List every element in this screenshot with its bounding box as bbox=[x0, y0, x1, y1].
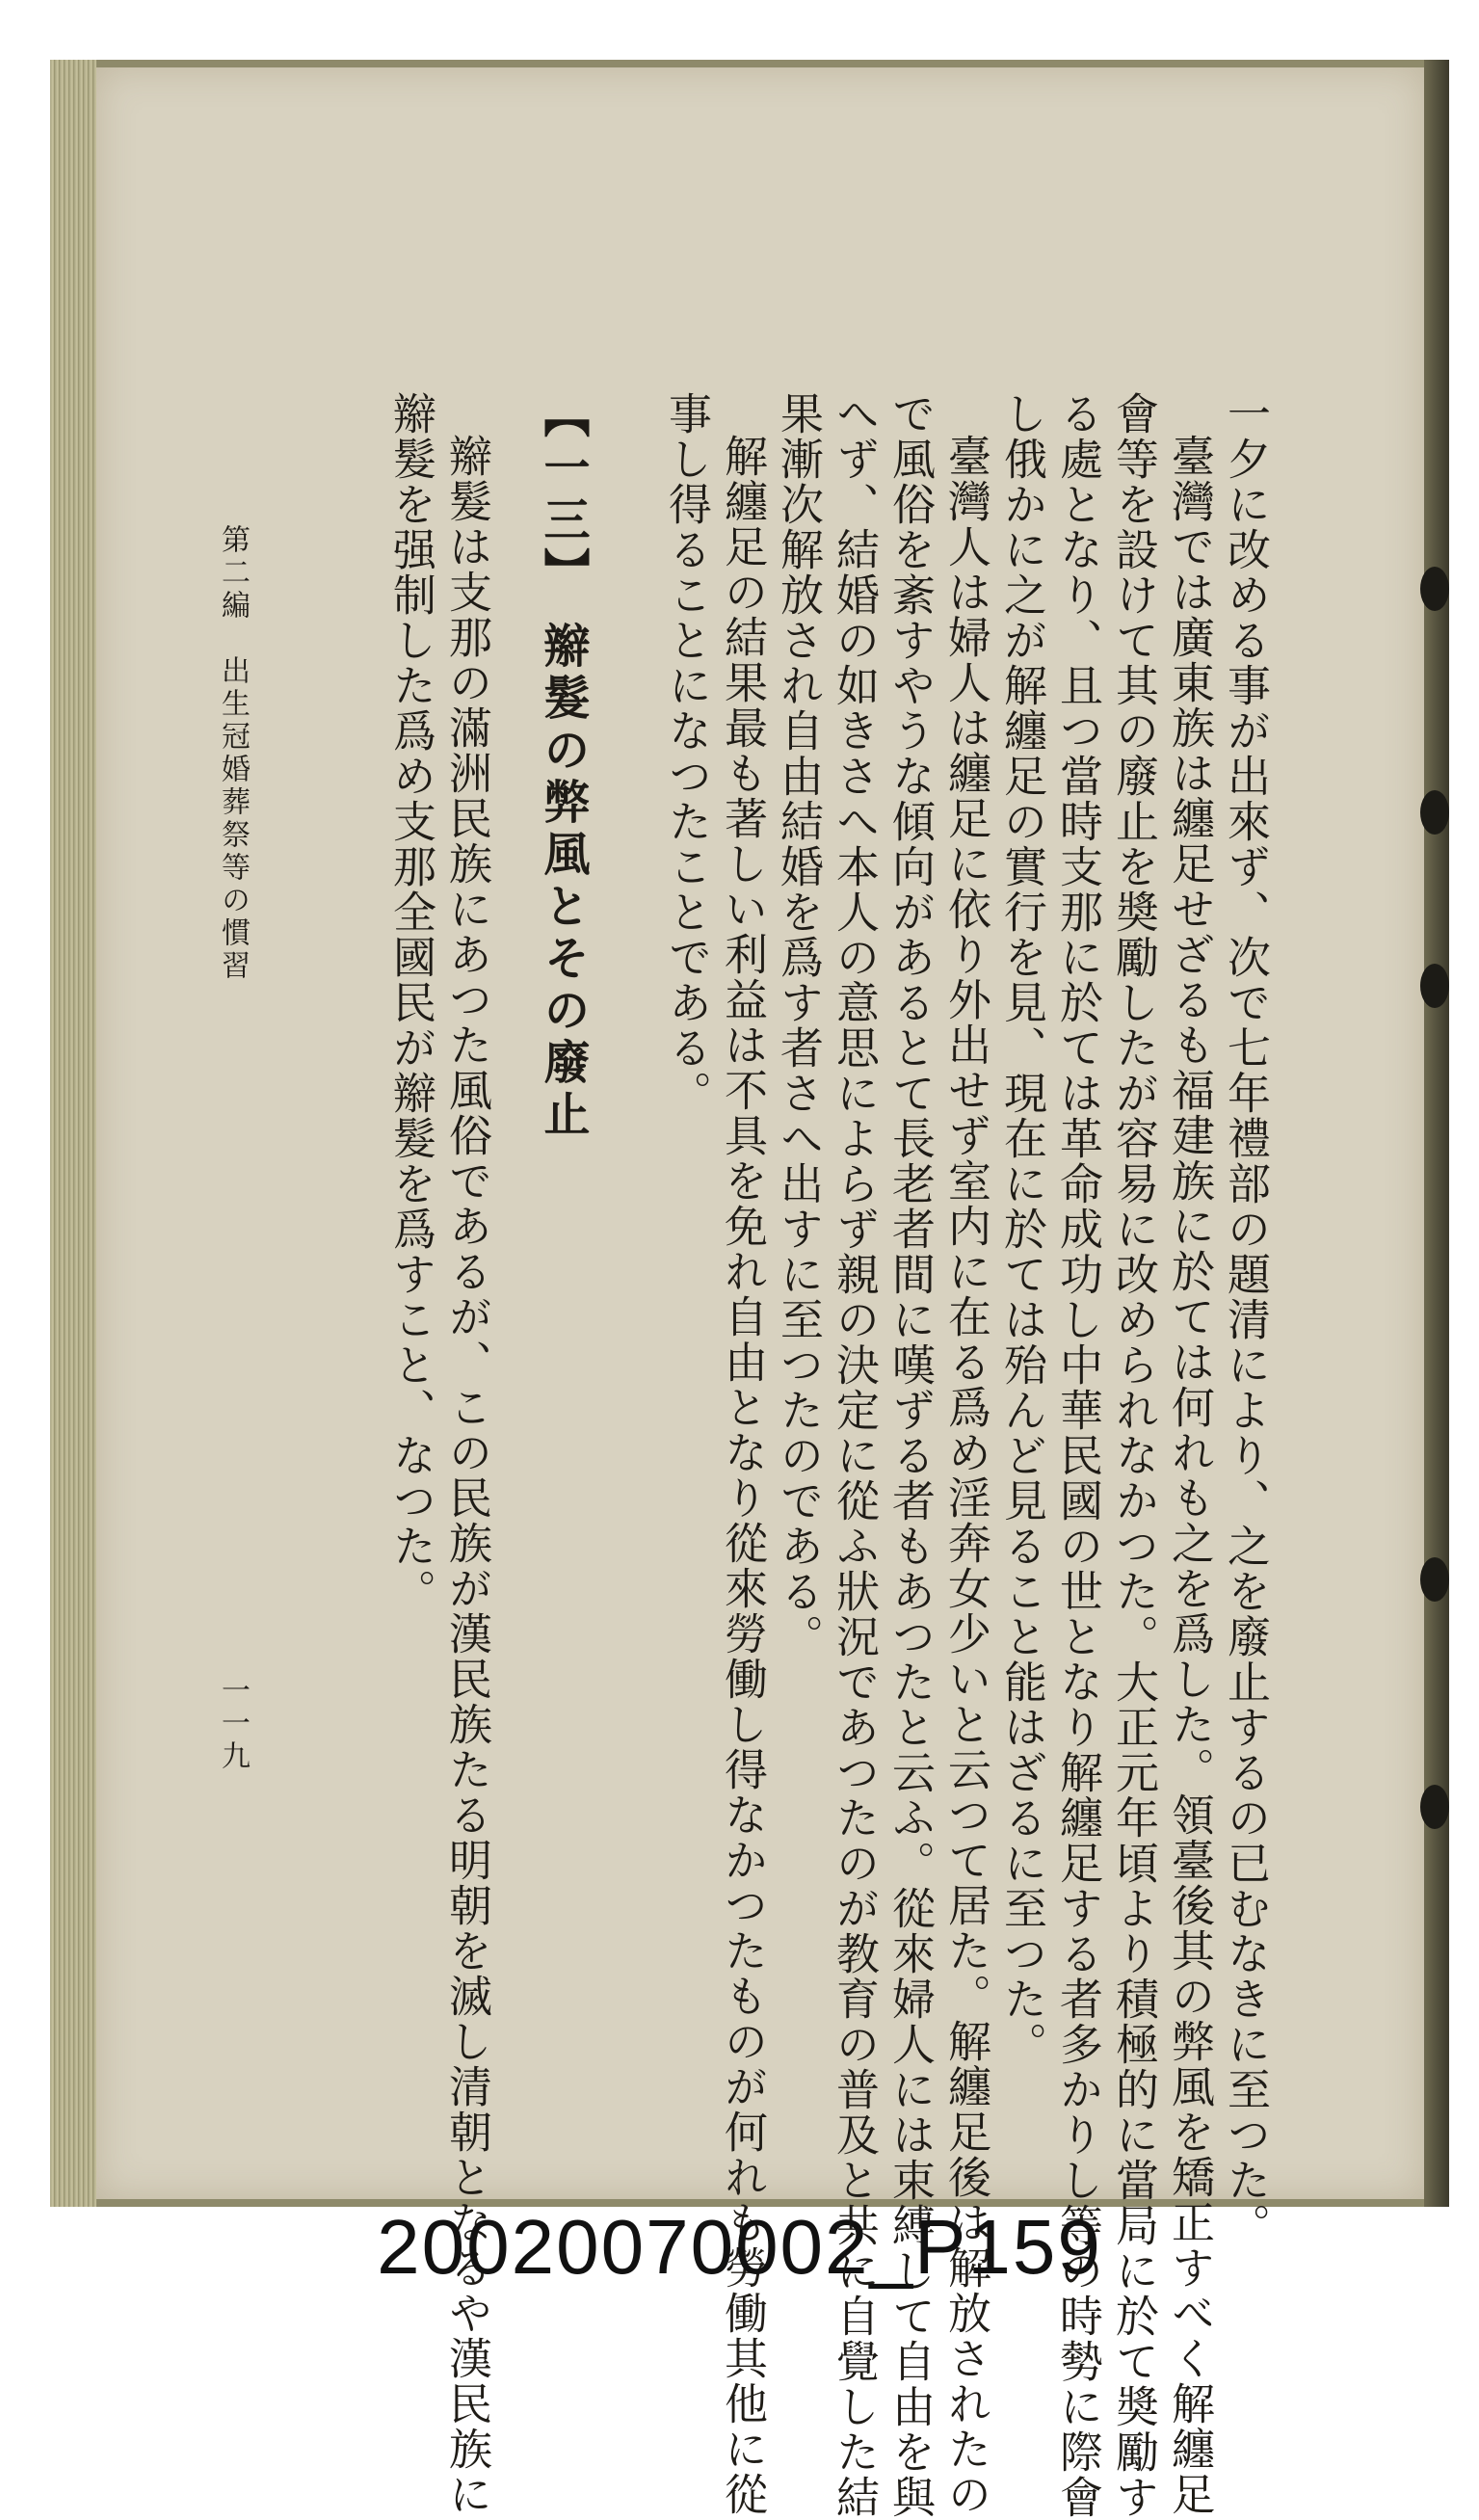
body-line-3: 會等を設けて其の廢止を奬勵したが容易に改められなかつた。大正元年頃より積極的に當局に於て奬勵す bbox=[1108, 391, 1159, 2520]
body-line-11: 事し得ることになつたことである。 bbox=[661, 391, 712, 1116]
body-line-8: へず、結婚の如きさへ本人の意思によらず親の決定に從ふ狀況であつたのが教育の普及と共に自覺した結 bbox=[829, 391, 880, 2520]
body-line-5: し俄かに之が解纏足の實行を見、現在に於ては殆んど見ること能はざるに至つた。 bbox=[996, 391, 1047, 2067]
binding-hole bbox=[1420, 964, 1449, 1008]
book-spine-edge bbox=[1424, 60, 1449, 2207]
section-line-1: 辮髮は支那の滿洲民族にあつた風俗であるが、この民族が漢民族たる明朝を滅し清朝となるや漢民族に bbox=[441, 434, 492, 2517]
page-edges bbox=[50, 60, 96, 2207]
section-line-2: 辮髮を强制した爲め支那全國民が辮髮を爲すこと、なつた。 bbox=[385, 391, 436, 1614]
body-line-7: で風俗を紊すやうな傾向があるとて長老者間に嘆ずる者もあつたと云ふ。從來婦人には束縛して自由を與 bbox=[885, 391, 936, 2520]
binding-hole bbox=[1420, 567, 1449, 611]
body-line-4: る處となり、且つ當時支那に於ては革命成功し中華民國の世となり解纏足する者多かりし等の時勢に際會 bbox=[1052, 391, 1103, 2520]
body-line-1: 一夕に改める事が出來ず、次で七年禮部の題清により、之を廢止するの已むなきに至つた。 bbox=[1220, 391, 1271, 2248]
image-caption: 20020070002_P159 bbox=[377, 2204, 1102, 2290]
body-line-9: 果漸次解放され自由結婚を爲す者さへ出すに至つたのである。 bbox=[773, 391, 824, 1659]
page-number: 一一九 bbox=[216, 1675, 250, 1773]
section-heading: 【一三】 辮髮の弊風とその廢止 bbox=[536, 391, 590, 1142]
running-head: 第二編 出生冠婚葬祭等の慣習 bbox=[216, 524, 250, 983]
body-line-6: 臺灣人は婦人は纏足に依り外出せず室内に在る爲め淫奔女少いと云つて居た。解纏足後は解放されたの bbox=[940, 434, 991, 2517]
body-line-10: 解纏足の結果最も著しい利益は不具を免れ自由となり從來勞働し得なかつたものが何れも勞働其他に從 bbox=[717, 434, 768, 2517]
binding-hole bbox=[1420, 790, 1449, 835]
body-line-2: 臺灣では廣東族は纏足せざるも福建族に於ては何れも之を爲した。領臺後其の弊風を矯正すべく解纏足 bbox=[1164, 434, 1215, 2517]
binding-hole bbox=[1420, 1785, 1449, 1829]
binding-hole bbox=[1420, 1557, 1449, 1602]
